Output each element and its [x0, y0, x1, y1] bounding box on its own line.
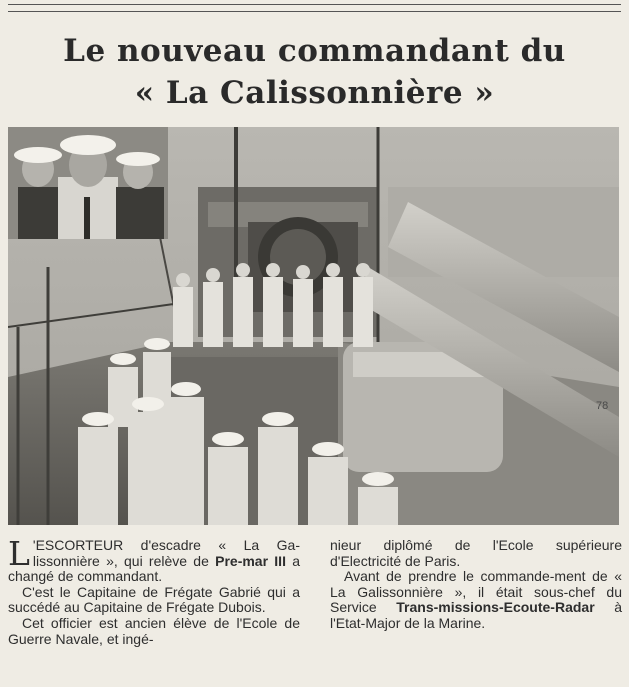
drop-cap: L [8, 534, 30, 573]
article-column-left [8, 534, 300, 647]
headline-line-1: Le nouveau commandant du [63, 33, 566, 69]
paragraph-5 [330, 569, 622, 631]
article-headline [10, 30, 619, 114]
headline-line-2: « La Calissonnière » [134, 75, 495, 111]
paragraph-1-text-bold: Pre-mar III [215, 552, 286, 569]
hull-number: 78 [596, 400, 609, 412]
paragraph-5-text-a: Avant de prendre le commande-ment de « La Galissonnière », il était sous-chef du Service [330, 568, 622, 616]
paragraph-3: Cet officier est ancien élève de l'Ecole de Guerre Navale, et ingé- [8, 614, 300, 647]
ship-deck-photo [8, 127, 619, 525]
paragraph-5-text-bold: Trans-missions-Ecoute-Radar [396, 599, 595, 616]
paragraph-5-text-c: à l'Etat-Major de la Marine. [330, 599, 622, 631]
top-rule [8, 4, 621, 12]
paragraph-1-text-c: a changé de commandant. [8, 552, 300, 585]
paragraph-4: nieur diplômé de l'Ecole supérieure d'Electricité de Paris. [330, 537, 622, 569]
paragraph-1-text-a: 'ESCORTEUR d'escadre « La Ga-lissonnière », qui relève de [32, 537, 300, 569]
article-column-right [330, 538, 622, 632]
paragraph-2: C'est le Capitaine de Frégate Gabrié qui a succédé au Capitaine de Frégate Dubois. [8, 583, 300, 616]
paragraph-1 [8, 534, 300, 585]
